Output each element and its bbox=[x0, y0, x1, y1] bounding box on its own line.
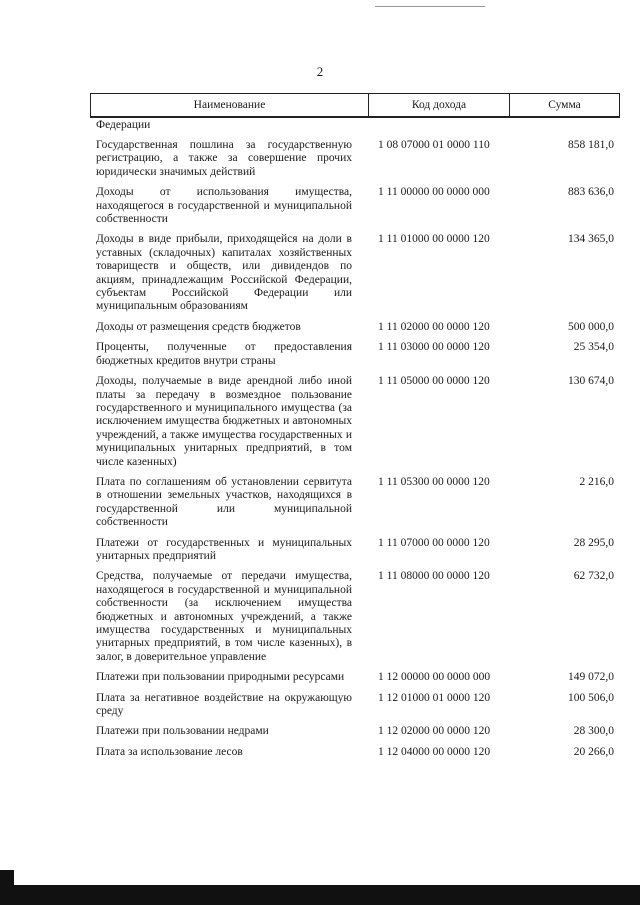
row-name: Платежи при пользовании природными ресурсами bbox=[96, 671, 345, 684]
table-row bbox=[90, 692, 620, 719]
header-name: Наименование bbox=[91, 94, 369, 116]
row-name: Плата по соглашениям об установлении сервитута в отношении земельных участков, находящихся в государственной или муниципальной собственности bbox=[96, 475, 352, 529]
row-sum: 134 365,0 bbox=[568, 233, 614, 246]
row-code: 1 11 00000 00 0000 000 bbox=[378, 186, 490, 199]
table-row bbox=[90, 537, 620, 564]
row-sum: 149 072,0 bbox=[568, 671, 614, 684]
row-code: 1 12 02000 00 0000 120 bbox=[378, 725, 491, 738]
table-row bbox=[90, 233, 620, 313]
table-row bbox=[90, 746, 620, 759]
row-sum: 25 354,0 bbox=[573, 341, 614, 354]
row-name: Платежи при пользовании недрами bbox=[96, 725, 269, 738]
row-sum: 858 181,0 bbox=[568, 139, 614, 151]
row-name: Проценты, полученные от предоставления бюджетных кредитов внутри страны bbox=[96, 341, 352, 367]
table-row bbox=[90, 375, 620, 469]
row-sum: 500 000,0 bbox=[568, 320, 614, 333]
row-sum: 100 506,0 bbox=[568, 691, 614, 704]
table-row bbox=[90, 725, 620, 738]
row-sum: 62 732,0 bbox=[573, 570, 614, 583]
row-code: 1 11 05300 00 0000 120 bbox=[378, 475, 490, 488]
row-code: 1 12 00000 00 0000 000 bbox=[378, 671, 491, 684]
row-code: 1 12 04000 00 0000 120 bbox=[378, 745, 491, 758]
row-sum: 883 636,0 bbox=[568, 186, 614, 199]
table-row bbox=[90, 671, 620, 684]
table-row bbox=[90, 186, 620, 226]
row-code: 1 08 07000 01 0000 110 bbox=[378, 139, 490, 151]
row-name: Доходы в виде прибыли, приходящейся на доли в уставных (складочных) капиталах хозяйственных товариществ и обществ, или дивидендов по акциям, принадлежащим Российской Федерации, субъектам Российской Федерации или муниципальным образованиям bbox=[96, 233, 352, 313]
page-number: 2 bbox=[316, 64, 324, 79]
header-sum: Сумма bbox=[548, 99, 581, 111]
row-code: 1 12 01000 01 0000 120 bbox=[378, 691, 491, 704]
table-row bbox=[90, 341, 620, 368]
row-name: Доходы от использования имущества, находящегося в государственной и муниципальной собственности bbox=[96, 186, 352, 226]
revenue-table bbox=[90, 93, 620, 759]
row-sum: 2 216,0 bbox=[579, 475, 614, 488]
table-body bbox=[90, 139, 620, 759]
row-code: 1 11 08000 00 0000 120 bbox=[378, 570, 490, 583]
scan-artifact-bottom bbox=[0, 885, 640, 905]
row-name: Доходы от размещения средств бюджетов bbox=[96, 320, 301, 333]
table-header bbox=[90, 93, 620, 118]
row-code: 1 11 03000 00 0000 120 bbox=[378, 341, 490, 354]
row-name: Доходы, получаемые в виде арендной либо иной платы за передачу в возмездное пользование государственного и муниципального имущества (за исключением имущества бюджетных и автономных учреждений, а также имущества государственных и муниципальных унитарных предприятий, в том числе казенных) bbox=[96, 375, 352, 468]
row-name: Платежи от государственных и муниципальных унитарных предприятий bbox=[96, 536, 352, 562]
row-name: Государственная пошлина за государственную регистрацию, а также за совершение прочих юридически значимых действий bbox=[96, 139, 352, 178]
table-row bbox=[90, 476, 620, 530]
row-code: 1 11 01000 00 0000 120 bbox=[378, 233, 490, 246]
table-row bbox=[90, 321, 620, 334]
continuation-text: Федерации bbox=[96, 119, 151, 131]
row-sum: 28 295,0 bbox=[573, 536, 614, 549]
row-name: Средства, получаемые от передачи имущества, находящегося в государственной и муниципальной собственности (за исключением имущества бюджетных и автономных учреждений, а также имущества государственных и муниципальных унитарных предприятий, в том числе казенных), в залог, в доверительное управление bbox=[96, 570, 352, 663]
scan-artifact-top bbox=[375, 6, 485, 7]
row-name: Плата за использование лесов bbox=[96, 745, 243, 758]
header-code: Код дохода bbox=[369, 94, 510, 116]
row-code: 1 11 02000 00 0000 120 bbox=[378, 320, 490, 333]
row-sum: 28 300,0 bbox=[573, 725, 614, 738]
row-sum: 20 266,0 bbox=[573, 745, 614, 758]
row-sum: 130 674,0 bbox=[568, 375, 614, 388]
row-code: 1 11 05000 00 0000 120 bbox=[378, 375, 490, 388]
row-code: 1 11 07000 00 0000 120 bbox=[378, 536, 490, 549]
table-row bbox=[90, 570, 620, 664]
table-row bbox=[90, 139, 620, 179]
row-name: Плата за негативное воздействие на окружающую среду bbox=[96, 691, 352, 718]
